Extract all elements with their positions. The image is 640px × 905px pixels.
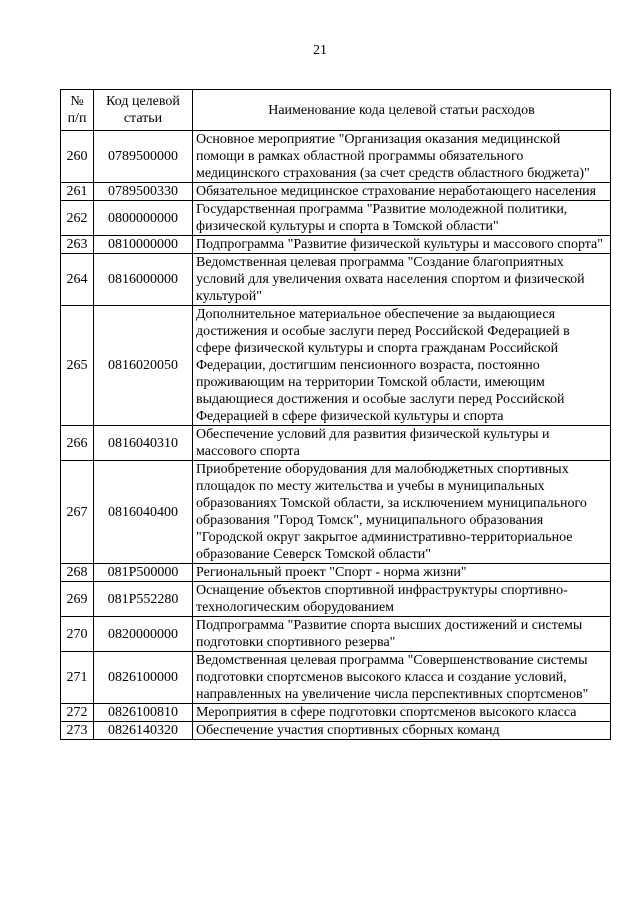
row-name: Приобретение оборудования для малобюджетных спортивных площадок по месту жительства и учебы в муниципальных образованиях Томской области, за исключением муниципального образования "Город Томск", муниципального образования "Городской округ закрытое административно-территориальное образование Северск Томской области" — [193, 461, 611, 564]
row-num: 268 — [61, 564, 94, 582]
row-num: 273 — [61, 722, 94, 740]
row-name: Ведомственная целевая программа "Совершенствование системы подготовки спортсменов высокого класса и создание условий, направленных на увеличение числа перспективных спортсменов" — [193, 652, 611, 704]
row-code: 0816000000 — [94, 254, 193, 306]
row-code: 0816020050 — [94, 306, 193, 426]
row-name: Обеспечение условий для развития физической культуры и массового спорта — [193, 426, 611, 461]
row-name: Обеспечение участия спортивных сборных команд — [193, 722, 611, 740]
row-code: 0826100000 — [94, 652, 193, 704]
row-num: 272 — [61, 704, 94, 722]
row-num: 261 — [61, 183, 94, 201]
row-code: 0826100810 — [94, 704, 193, 722]
row-code: 0789500330 — [94, 183, 193, 201]
row-name: Региональный проект "Спорт - норма жизни" — [193, 564, 611, 582]
table-row — [61, 652, 611, 704]
row-num: 271 — [61, 652, 94, 704]
table-row — [61, 564, 611, 582]
row-code: 0820000000 — [94, 617, 193, 652]
table-row — [61, 236, 611, 254]
row-num: 264 — [61, 254, 94, 306]
row-num: 260 — [61, 131, 94, 183]
row-name: Основное мероприятие "Организация оказания медицинской помощи в рамках областной программы обязательного медицинского страхования (за счет средств областного бюджета)" — [193, 131, 611, 183]
header-row — [61, 90, 611, 131]
header-name: Наименование кода целевой статьи расходов — [193, 90, 611, 131]
table-row — [61, 704, 611, 722]
table-row — [61, 306, 611, 426]
row-num: 263 — [61, 236, 94, 254]
table-row — [61, 183, 611, 201]
row-name: Оснащение объектов спортивной инфраструктуры спортивно-технологическим оборудованием — [193, 582, 611, 617]
row-code: 0810000000 — [94, 236, 193, 254]
row-name: Подпрограмма "Развитие спорта высших достижений и системы подготовки спортивного резерва" — [193, 617, 611, 652]
row-name: Мероприятия в сфере подготовки спортсменов высокого класса — [193, 704, 611, 722]
row-code: 0789500000 — [94, 131, 193, 183]
table-header — [61, 90, 611, 131]
table-body — [61, 131, 611, 740]
row-name: Государственная программа "Развитие молодежной политики, физической культуры и спорта в Томской области" — [193, 201, 611, 236]
row-code: 081P500000 — [94, 564, 193, 582]
row-num: 269 — [61, 582, 94, 617]
budget-classification-table — [60, 89, 611, 740]
table-row — [61, 254, 611, 306]
header-num: № п/п — [61, 90, 94, 131]
row-num: 265 — [61, 306, 94, 426]
row-name: Подпрограмма "Развитие физической культуры и массового спорта" — [193, 236, 611, 254]
row-num: 262 — [61, 201, 94, 236]
row-name: Дополнительное материальное обеспечение за выдающиеся достижения и особые заслуги перед Российской Федерацией в сфере физической культуры и спорта гражданам Российской Федерации, достигшим пенсионного возраста, постоянно проживающим на территории Томской области, имеющим выдающиеся достижения и особые заслуги перед Российской Федерацией в сфере физической культуры и спорта — [193, 306, 611, 426]
table-row — [61, 461, 611, 564]
row-code: 0816040310 — [94, 426, 193, 461]
row-num: 267 — [61, 461, 94, 564]
page-number: 21 — [313, 43, 327, 58]
header-code: Код целевой статьи — [94, 90, 193, 131]
table-row — [61, 582, 611, 617]
table-row — [61, 131, 611, 183]
row-code: 0826140320 — [94, 722, 193, 740]
table-row — [61, 426, 611, 461]
table-row — [61, 617, 611, 652]
row-code: 0816040400 — [94, 461, 193, 564]
row-num: 266 — [61, 426, 94, 461]
row-name: Обязательное медицинское страхование неработающего населения — [193, 183, 611, 201]
row-name: Ведомственная целевая программа "Создание благоприятных условий для увеличения охвата населения спортом и физической культурой" — [193, 254, 611, 306]
row-code: 0800000000 — [94, 201, 193, 236]
table-row — [61, 722, 611, 740]
row-code: 081P552280 — [94, 582, 193, 617]
row-num: 270 — [61, 617, 94, 652]
table-row — [61, 201, 611, 236]
